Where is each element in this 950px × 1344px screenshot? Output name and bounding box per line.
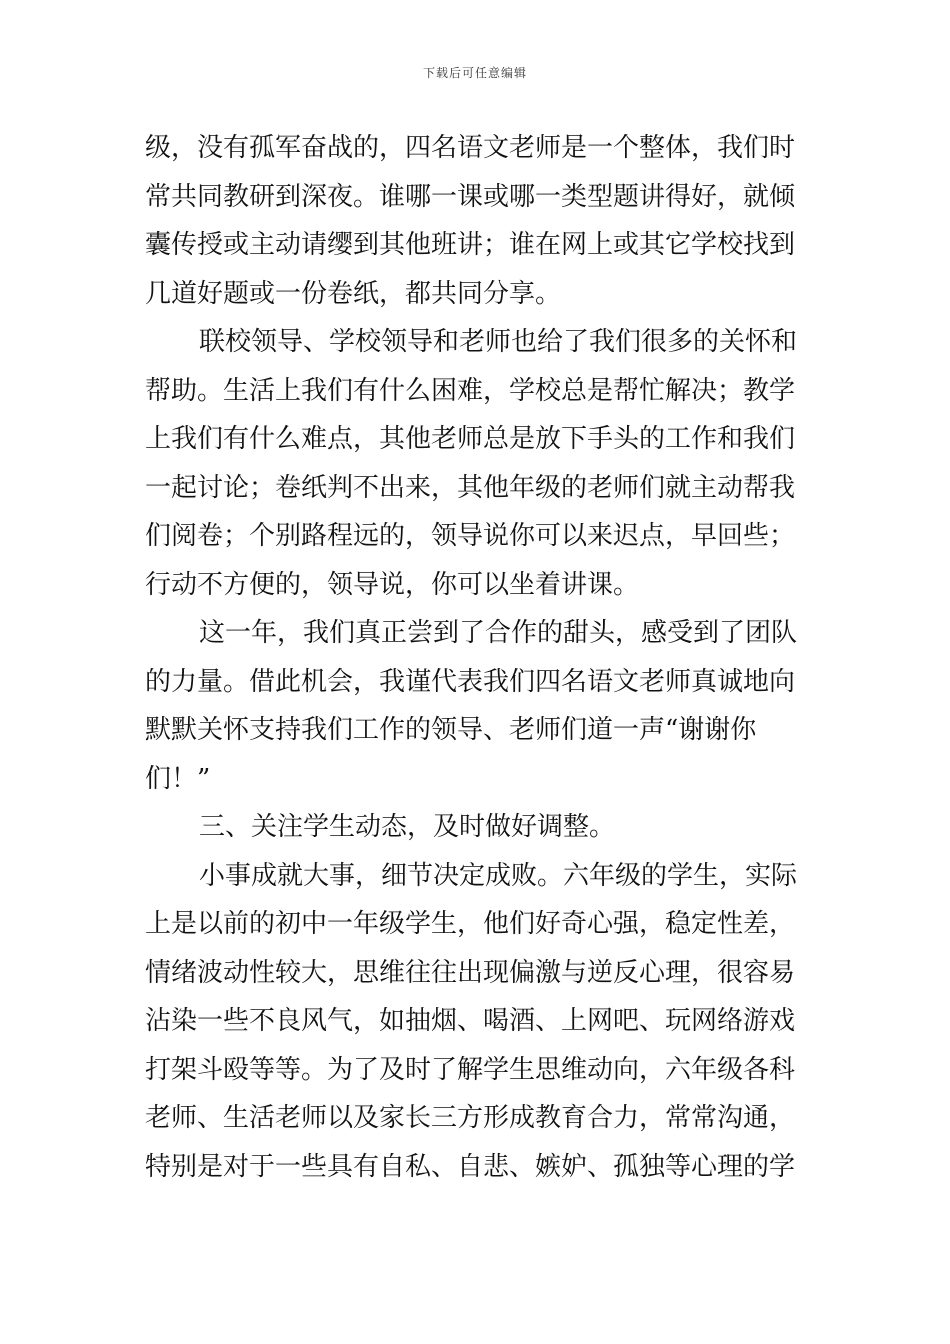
- text-line: 行动不方便的，领导说，你可以坐着讲课。: [145, 569, 640, 600]
- text-line: 几道好题或一份卷纸，都共同分享。: [145, 278, 562, 309]
- text-line: 老师、生活老师以及家长三方形成教育合力，常常沟通，: [145, 1103, 796, 1133]
- text-line: 常共同教研到深夜。谁哪一课或哪一类型题讲得好，就倾: [145, 181, 796, 212]
- paragraph-first-line: 小事成就大事，细节决定成败。六年级的学生，实际: [199, 860, 798, 891]
- page-header: 下载后可任意编辑: [422, 66, 527, 80]
- section-heading: 三、关注学生动态，及时做好调整。: [199, 812, 616, 842]
- text-line: 特别是对于一些具有自私、自悲、嫉妒、孤独等心理的学: [145, 1151, 796, 1182]
- text-line: 默默关怀支持我们工作的领导、老师们道一声“谢谢你: [145, 715, 757, 745]
- paragraph-first-line: 这一年，我们真正尝到了合作的甜头，感受到了团队: [199, 618, 798, 648]
- document-body: [145, 124, 810, 1191]
- text-line: 的力量。借此机会，我谨代表我们四名语文老师真诚地向: [145, 666, 796, 697]
- text-line: 们阅卷；个别路程远的，领导说你可以来迟点，早回些；: [145, 521, 796, 551]
- text-line: 打架斗殴等等。为了及时了解学生思维动向，六年级各科: [145, 1054, 796, 1085]
- text-line: 上我们有什么难点，其他老师总是放下手头的工作和我们: [145, 424, 796, 454]
- text-line: 上是以前的初中一年级学生，他们好奇心强，稳定性差，: [145, 909, 796, 939]
- text-line: 情绪波动性较大，思维往往出现偏激与逆反心理，很容易: [145, 957, 796, 988]
- text-line: 沾染一些不良风气，如抽烟、喝酒、上网吧、玩网络游戏: [145, 1006, 796, 1036]
- text-line: 帮助。生活上我们有什么困难，学校总是帮忙解决；教学: [145, 375, 796, 406]
- text-line: 一起讨论；卷纸判不出来，其他年级的老师们就主动帮我: [145, 472, 796, 503]
- text-line: 们！”: [145, 763, 211, 794]
- text-line: 囊传授或主动请缨到其他班讲；谁在网上或其它学校找到: [145, 230, 796, 260]
- text-line: 级，没有孤军奋战的，四名语文老师是一个整体，我们时: [145, 133, 796, 163]
- paragraph-first-line: 联校领导、学校领导和老师也给了我们很多的关怀和: [199, 327, 798, 357]
